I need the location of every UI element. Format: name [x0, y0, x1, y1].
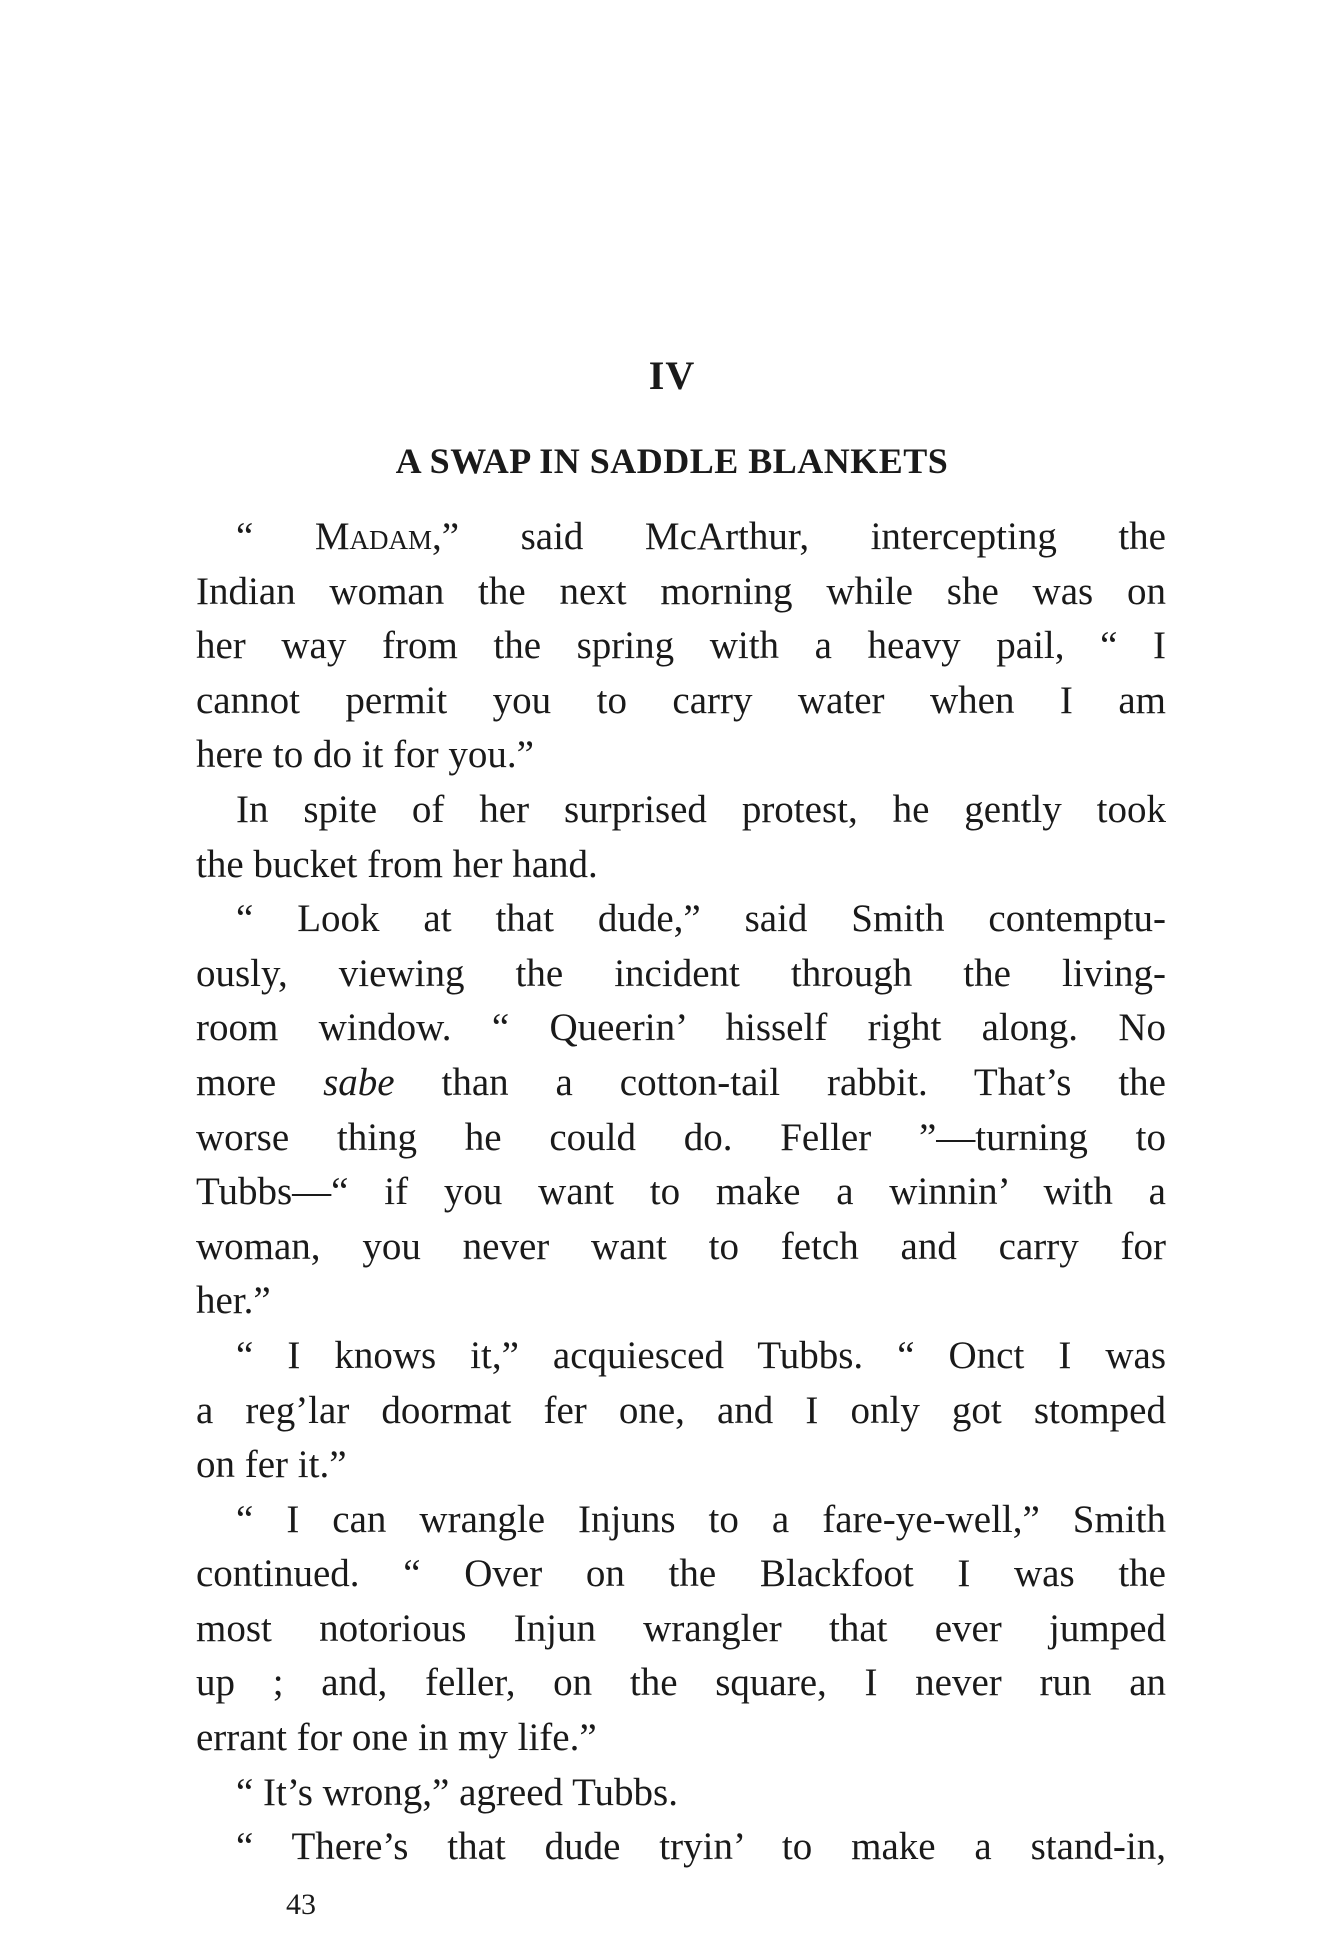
text-line	[196, 1001, 1166, 1056]
text-run: woman, you never want to fetch and carry for	[196, 1224, 1166, 1268]
text-run: cannot permit you to carry water when I am	[196, 678, 1166, 722]
text-run: errant for one in my life.”	[196, 1716, 597, 1760]
text-run: a reg’lar doormat fer one, and I only got stomped	[196, 1388, 1166, 1432]
text-line	[196, 1711, 1166, 1766]
text-line	[196, 565, 1166, 620]
text-line	[196, 1056, 1166, 1111]
text-run: her way from the spring with a heavy pail, “ I	[196, 624, 1166, 668]
text-line	[196, 510, 1166, 565]
text-run: “ It’s wrong,” agreed Tubbs.	[236, 1770, 678, 1814]
text-line	[196, 1165, 1166, 1220]
text-run: Tubbs—“ if you want to make a winnin’ with a	[196, 1170, 1166, 1214]
text-line	[196, 1438, 1166, 1493]
text-run: sabe	[323, 1060, 395, 1104]
text-line	[196, 1111, 1166, 1166]
text-run: on fer it.”	[196, 1443, 347, 1487]
page-number: 43	[286, 1888, 316, 1921]
text-line	[196, 674, 1166, 729]
text-line	[196, 892, 1166, 947]
text-line	[196, 619, 1166, 674]
text-run: “ There’s that dude tryin’ to make a stand-in,	[236, 1825, 1166, 1869]
text-run: here to do it for you.”	[196, 733, 534, 777]
text-run: room window. “ Queerin’ hisself right along. No	[196, 1006, 1166, 1050]
chapter-number: IV	[648, 353, 696, 398]
text-run: up ; and, feller, on the square, I never run an	[196, 1661, 1166, 1705]
text-run: Indian woman the next morning while she was on	[196, 569, 1166, 613]
text-line	[196, 1384, 1166, 1439]
text-run: more	[196, 1060, 324, 1104]
text-run: “ I can wrangle Injuns to a fare-ye-well,” Smith	[236, 1497, 1166, 1541]
text-run: In spite of her surprised protest, he gently took	[236, 787, 1166, 831]
text-line	[196, 1656, 1166, 1711]
text-line	[196, 947, 1166, 1002]
text-run: Madam,	[314, 515, 442, 558]
text-run: ” said McArthur, intercepting the	[441, 515, 1166, 558]
text-run: the bucket from her hand.	[196, 842, 598, 886]
text-run: most notorious Injun wrangler that ever jumped	[196, 1606, 1166, 1650]
text-line	[196, 1547, 1166, 1602]
text-run: “ I knows it,” acquiesced Tubbs. “ Onct I was	[236, 1333, 1166, 1377]
text-run: her.”	[196, 1279, 271, 1323]
text-line	[196, 1493, 1166, 1548]
chapter-title: A SWAP IN SADDLE BLANKETS	[395, 441, 949, 481]
text-line	[196, 1820, 1166, 1875]
text-run: than a cotton-tail rabbit. That’s the	[394, 1060, 1166, 1104]
text-run: “	[236, 515, 315, 558]
text-line	[196, 1220, 1166, 1275]
text-run: ously, viewing the incident through the living-	[196, 951, 1166, 995]
text-line	[196, 1602, 1166, 1657]
text-run: worse thing he could do. Feller ”—turning to	[196, 1115, 1166, 1159]
text-line	[196, 1766, 1166, 1821]
text-run: “ Look at that dude,” said Smith contemptu-	[236, 897, 1166, 941]
text-line	[196, 838, 1166, 893]
text-line	[196, 1329, 1166, 1384]
text-line	[196, 783, 1166, 838]
text-line	[196, 1274, 1166, 1329]
text-line	[196, 728, 1166, 783]
text-run: continued. “ Over on the Blackfoot I was the	[196, 1552, 1166, 1596]
body-text	[196, 510, 1166, 1875]
